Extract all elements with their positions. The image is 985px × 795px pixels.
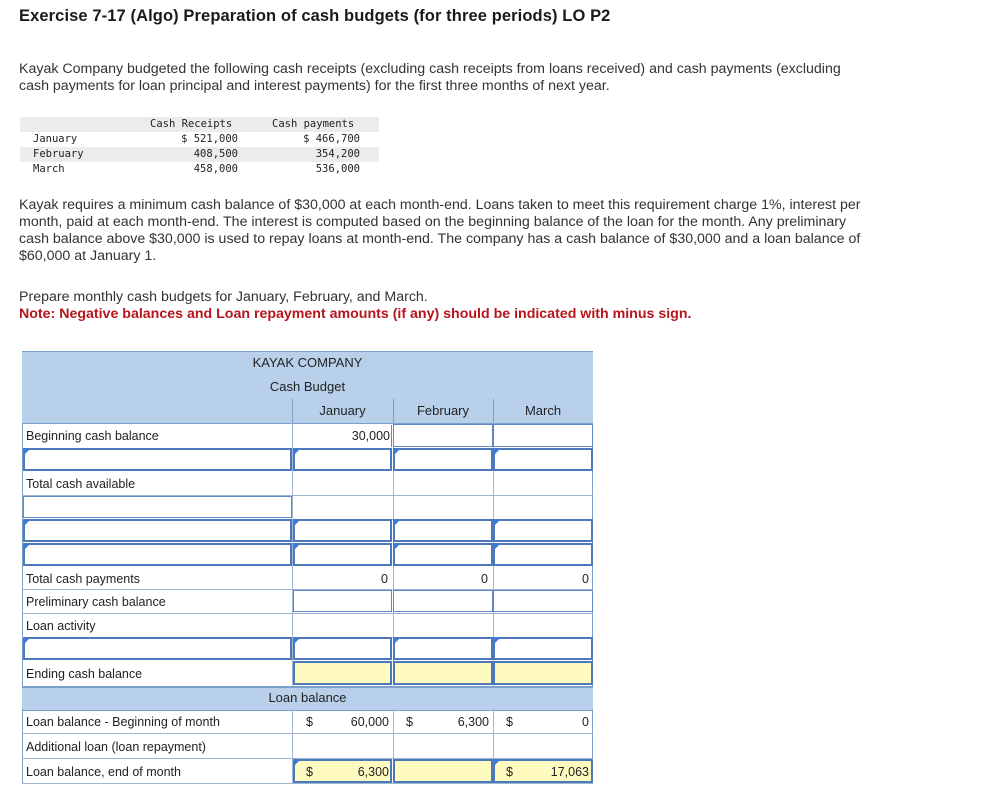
receipts-value: $ 521,000 [181,133,238,145]
label-beginning-cash: Beginning cash balance [26,429,159,443]
input-flag-icon [394,449,400,455]
requirement-line-3: cash balance above $30,000 is used to repay loans at month-end. The company has a cash balance of $30,000 and a loan balance of [19,231,861,247]
input-flag-icon [294,449,300,455]
preliminary-input-february[interactable] [393,590,493,612]
input-flag-icon [294,544,300,550]
label-total-available: Total cash available [26,477,136,491]
currency-symbol: $ [306,715,313,729]
loan-end-input-february[interactable] [393,759,493,783]
beginning-cash-february-input[interactable] [393,424,493,447]
currency-symbol: $ [406,715,413,729]
currency-symbol: $ [506,715,513,729]
label-loan-beginning: Loan balance - Beginning of month [26,715,220,729]
total-payments-february: 0 [481,572,488,586]
input-flag-icon [24,449,30,455]
month-label: February [33,148,84,160]
loan-beginning-march: 0 [582,715,589,729]
input-flag-icon [294,638,300,644]
note-text: Note: Negative balances and Loan repayment amounts (if any) should be indicated with minus sign. [19,306,692,322]
input-flag-icon [294,520,300,526]
input-flag-icon [494,449,500,455]
intro-line-1: Kayak Company budgeted the following cash receipts (excluding cash receipts from loans received) and cash payments (excluding [19,61,841,77]
input-flag-icon [294,760,300,766]
line-item-label-input[interactable] [23,519,292,542]
label-ending-cash: Ending cash balance [26,667,143,681]
payments-value: 536,000 [315,163,360,175]
input-flag-icon [394,638,400,644]
input-flag-icon [494,638,500,644]
amount-input-march[interactable] [493,519,593,542]
loan-beginning-january: 60,000 [350,715,389,729]
amount-input-january[interactable] [293,448,392,471]
label-preliminary: Preliminary cash balance [26,595,166,609]
label-loan-activity: Loan activity [26,619,96,633]
currency-symbol: $ [506,765,513,779]
preliminary-input-january[interactable] [293,590,392,612]
amount-input-january[interactable] [293,543,392,566]
line-item-label-input[interactable] [23,496,292,518]
amount-input-january[interactable] [293,519,392,542]
column-march: March [524,403,562,418]
total-payments-january: 0 [381,572,388,586]
column-february: February [416,403,470,418]
column-january: January [319,403,366,418]
loan-beginning-february: 6,300 [457,715,489,729]
total-payments-march: 0 [582,572,589,586]
label-loan-additional: Additional loan (loan repayment) [26,740,206,754]
amount-input-february[interactable] [393,543,493,566]
month-label: January [33,133,78,145]
label-loan-end: Loan balance, end of month [26,765,181,779]
loan-end-march-value: 17,063 [550,765,589,779]
line-item-label-input[interactable] [23,637,292,660]
payments-value: $ 466,700 [303,133,360,145]
input-flag-icon [394,520,400,526]
amount-input-march[interactable] [493,637,593,660]
currency-symbol: $ [306,765,313,779]
input-flag-icon [494,544,500,550]
input-flag-icon [24,544,30,550]
receipts-value: 458,000 [193,163,238,175]
amount-input-february[interactable] [393,637,493,660]
company-name: KAYAK COMPANY [252,355,363,370]
receipts-value: 408,500 [193,148,238,160]
amount-input-january[interactable] [293,637,392,660]
requirement-line-1: Kayak requires a minimum cash balance of $30,000 at each month-end. Loans taken to meet this requirement charge 1%, interest per [19,197,861,213]
preliminary-input-march[interactable] [493,590,593,612]
beginning-cash-january-value: 30,000 [351,429,390,443]
loan-end-january-value: 6,300 [357,765,389,779]
amount-input-march[interactable] [493,448,593,471]
beginning-cash-march-input[interactable] [493,424,593,447]
payments-value: 354,200 [315,148,360,160]
ending-cash-input-january[interactable] [293,661,392,685]
amount-input-february[interactable] [393,519,493,542]
input-flag-icon [494,520,500,526]
requirement-line-2: month, paid at each month-end. The interest is computed based on the beginning balance of the loan for the month. Any preliminary [19,214,847,230]
exercise-title: Exercise 7-17 (Algo) Preparation of cash budgets (for three periods) LO P2 [19,7,611,25]
input-flag-icon [24,520,30,526]
label-total-payments: Total cash payments [26,572,140,586]
instruction-text: Prepare monthly cash budgets for January, February, and March. [19,289,428,305]
requirement-line-4: $60,000 at January 1. [19,248,157,264]
ending-cash-input-february[interactable] [393,661,493,685]
amount-input-february[interactable] [393,448,493,471]
budget-subtitle: Cash Budget [269,379,346,394]
header-cash-payments: Cash payments [272,118,355,130]
line-item-label-input[interactable] [23,543,292,566]
loan-section-title: Loan balance [268,690,347,705]
amount-input-march[interactable] [493,543,593,566]
input-flag-icon [394,544,400,550]
intro-line-2: cash payments for loan principal and interest payments) for the first three months of next year. [19,78,610,94]
header-cash-receipts: Cash Receipts [150,118,233,130]
ending-cash-input-march[interactable] [493,661,593,685]
line-item-label-input[interactable] [23,448,292,471]
input-flag-icon [24,638,30,644]
month-label: March [33,163,65,175]
input-flag-icon [494,760,500,766]
